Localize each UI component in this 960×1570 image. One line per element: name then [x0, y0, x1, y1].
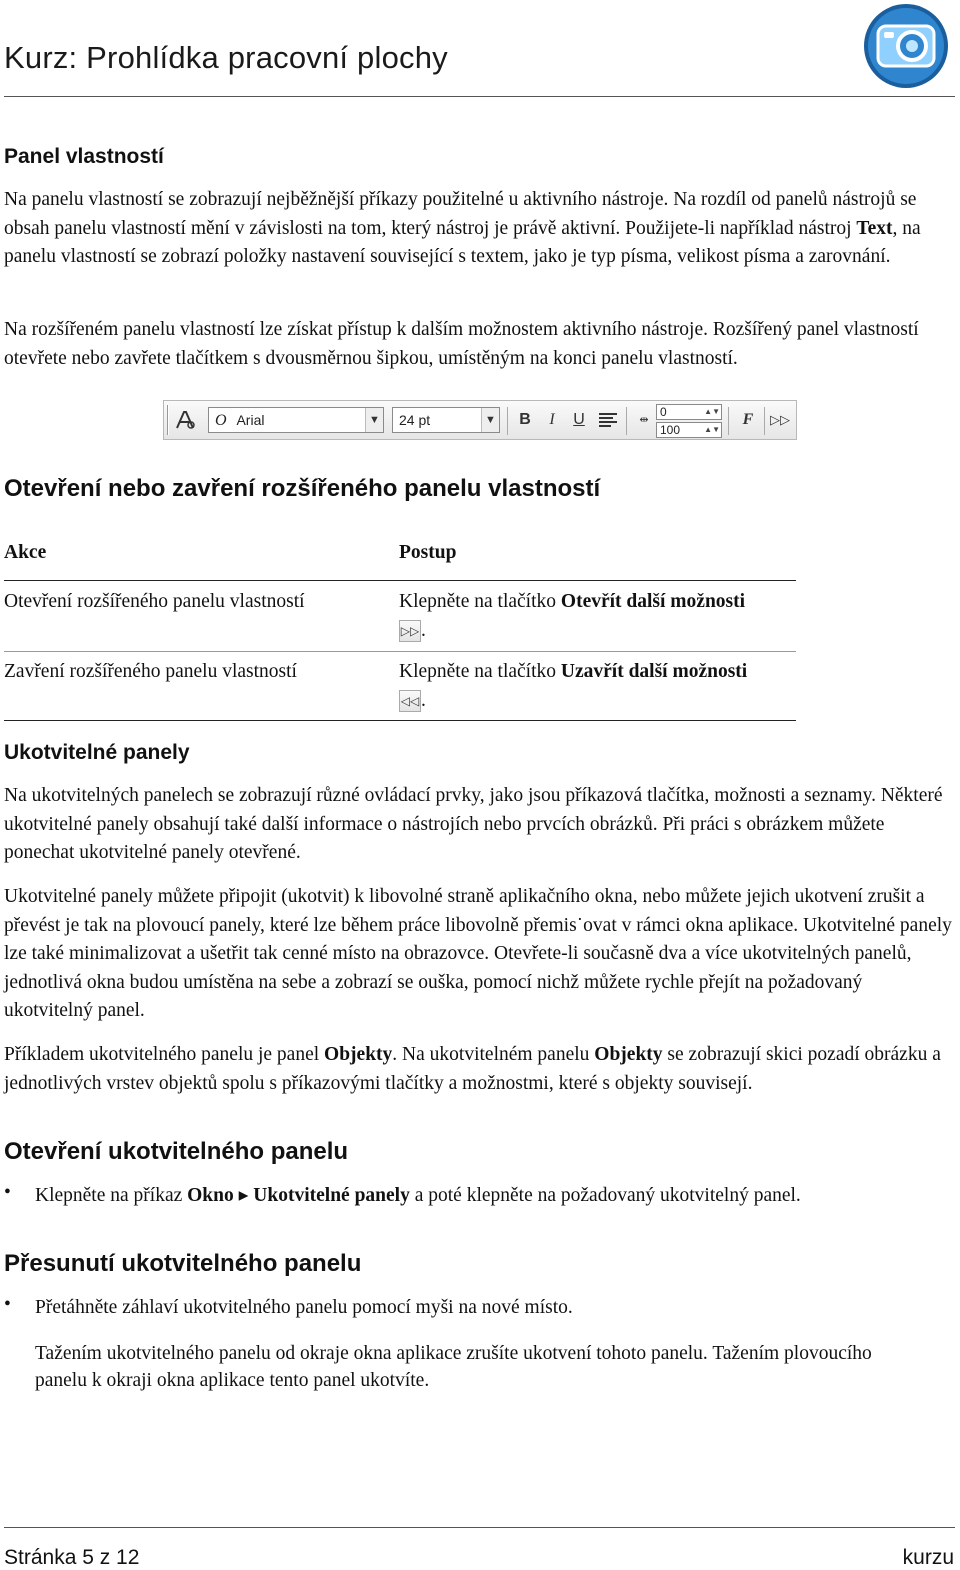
table-cell-procedure	[399, 658, 795, 715]
bold-icon[interactable]: B	[519, 411, 531, 428]
bold-term: Okno	[187, 1185, 234, 1206]
text-run: Na panelu vlastností se zobrazují nejběžnější příkazy použitelné u aktivního nástroje. Na rozdíl od panelů nástrojů se obsah panelu vlastností mění v závislosti na tom, který nástroj je právě aktivní. Použijete-li například nástroj	[4, 189, 917, 239]
move-docker-step: Přetáhněte záhlaví ukotvitelného panelu pomocí myši na nové místo.	[35, 1297, 573, 1318]
toolbar-separator	[764, 407, 765, 435]
bold-term: Objekty	[324, 1044, 393, 1065]
text-run: a poté klepněte na požadovaný ukotvitelný panel.	[409, 1185, 801, 1206]
procedure-period: .	[421, 619, 426, 641]
open-docker-step	[35, 1182, 950, 1211]
section-heading-open-close: Otevření nebo zavření rozšířeného panelu vlastností	[4, 475, 601, 502]
procedure-period: .	[421, 689, 426, 711]
toolbar-separator	[507, 407, 508, 435]
toolbar-separator	[626, 407, 627, 435]
text-run: . Na ukotvitelném panelu	[392, 1044, 595, 1065]
footer-divider	[4, 1527, 955, 1528]
dockers-paragraph-2: Ukotvitelné panely můžete připojit (ukotvit) k libovolné straně aplikačního okna, nebo můžete jejich ukotvení zrušit a převést je tak na plovoucí panely, které lze během práce libovolně přemis˙ovat v rámci okna aplikace. Ukotvitelné panely lze také minimalizovat a ušetřit tak cenné místo na obrazovce. Otevřete-li současně dva a více ukotvitelných panelů, jednotlivá okna budou umístěna na sebe a zobrazí se ouška, pomocí nichž můžete rychle přejít na požadovaný ukotvitelný panel.	[4, 886, 952, 1021]
spin-top-value: 0	[660, 405, 667, 419]
camera-logo-icon	[862, 2, 950, 90]
procedure-text: Klepněte na tlačítko	[399, 661, 561, 682]
property-bar-paragraph-1	[4, 186, 954, 272]
page-number: Stránka 5 z 12	[4, 1546, 140, 1569]
italic-icon[interactable]: I	[549, 411, 555, 428]
spacing-spinbox-bottom[interactable]	[656, 422, 722, 438]
header-divider	[4, 96, 955, 97]
text-run: , na panelu vlastností se zobrazí položky nastavení související s textem, jako je typ písma, velikost písma a zarovnání.	[4, 217, 921, 267]
toolbar-grip[interactable]	[167, 405, 169, 435]
align-icon[interactable]	[596, 408, 620, 432]
section-heading-open-docker: Otevření ukotvitelného panelu	[4, 1138, 349, 1165]
font-o-icon: O	[215, 412, 227, 429]
table-rule	[4, 580, 796, 581]
table-cell-action: Zavření rozšířeného panelu vlastností	[4, 661, 297, 682]
spin-bottom-value: 100	[660, 423, 681, 437]
property-bar-toolbar	[163, 400, 797, 440]
bold-term: Ukotvitelné panely	[253, 1185, 410, 1206]
font-name-select[interactable]	[208, 407, 384, 433]
bold-term: Objekty	[594, 1044, 663, 1065]
table-rule	[4, 720, 796, 721]
text-run: se zobrazují skici pozadí obrázku a jednotlivých vrstev objektů spolu s příkazovými tlačítky a možnostmi, které s objekty souvisejí.	[4, 1044, 941, 1094]
procedure-text: Klepněte na tlačítko	[399, 591, 561, 612]
toolbar-separator	[728, 407, 729, 435]
open-more-options-icon[interactable]: ▷▷	[399, 620, 421, 642]
table-cell-action: Otevření rozšířeného panelu vlastností	[4, 591, 305, 612]
property-bar-paragraph-2: Na rozšířeném panelu vlastností lze získat přístup k dalším možnostem aktivního nástroje. Rozšířený panel vlastností otevřete nebo zavřete tlačítkem s dvousměrnou šipkou, umístěným na konci panelu vlastností.	[4, 319, 919, 369]
chevron-down-icon[interactable]: ▼	[365, 408, 383, 432]
spinner-arrows-icon[interactable]: ▲▼	[704, 425, 720, 434]
spacing-spinbox-top[interactable]	[656, 404, 722, 420]
move-docker-note: Tažením ukotvitelného panelu od okraje okna aplikace zrušíte ukotvení tohoto panelu. Tažením plovoucího panelu k okraji okna aplikace tento panel ukotvíte.	[35, 1343, 872, 1391]
dockers-paragraph-1: Na ukotvitelných panelech se zobrazují různé ovládací prvky, jako jsou příkazová tlačítka, možnosti a seznamy. Některé ukotvitelné panely obsahují také další informace o nástrojích nebo prvcích obrázků. Při práci s obrázkem můžete ponechat ukotvitelné panely otevřené.	[4, 785, 943, 863]
font-size-value: 24 pt	[399, 412, 431, 428]
spinner-arrows-icon[interactable]: ▲▼	[704, 407, 720, 416]
font-name-value: Arial	[236, 412, 265, 428]
text-run: ▸	[233, 1185, 254, 1206]
table-cell-procedure	[399, 588, 795, 645]
chevron-down-icon[interactable]: ▼	[481, 408, 499, 432]
footer-label: kurzu	[902, 1546, 954, 1569]
dockers-paragraph-3	[4, 1041, 954, 1098]
text-run: Klepněte na příkaz	[35, 1185, 188, 1206]
procedure-bold-text: Uzavřít další možnosti	[560, 661, 748, 682]
section-heading-dockers: Ukotvitelné panely	[4, 741, 190, 764]
character-spacing-icon[interactable]: ⇹	[639, 414, 649, 426]
text-tool-icon[interactable]	[173, 408, 197, 432]
table-rule	[4, 651, 796, 652]
document-title: Kurz: Prohlídka pracovní plochy	[4, 40, 448, 75]
section-heading-move-docker: Přesunutí ukotvitelného panelu	[4, 1250, 362, 1277]
procedure-bold-text: Otevřít další možnosti	[560, 591, 746, 612]
bullet-marker: •	[4, 1294, 11, 1315]
table-header-action: Akce	[4, 542, 47, 563]
font-size-select[interactable]	[392, 407, 500, 433]
more-options-icon[interactable]: ▷▷	[770, 412, 790, 427]
bold-term: Text	[856, 217, 893, 239]
table-header-procedure: Postup	[399, 542, 457, 563]
section-heading-property-bar: Panel vlastností	[4, 145, 164, 168]
bullet-marker: •	[4, 1182, 11, 1203]
format-icon[interactable]: F	[742, 411, 754, 428]
text-run: Příkladem ukotvitelného panelu je panel	[4, 1044, 325, 1065]
underline-icon[interactable]: U	[573, 411, 585, 428]
close-more-options-icon[interactable]: ◁◁	[399, 690, 421, 712]
